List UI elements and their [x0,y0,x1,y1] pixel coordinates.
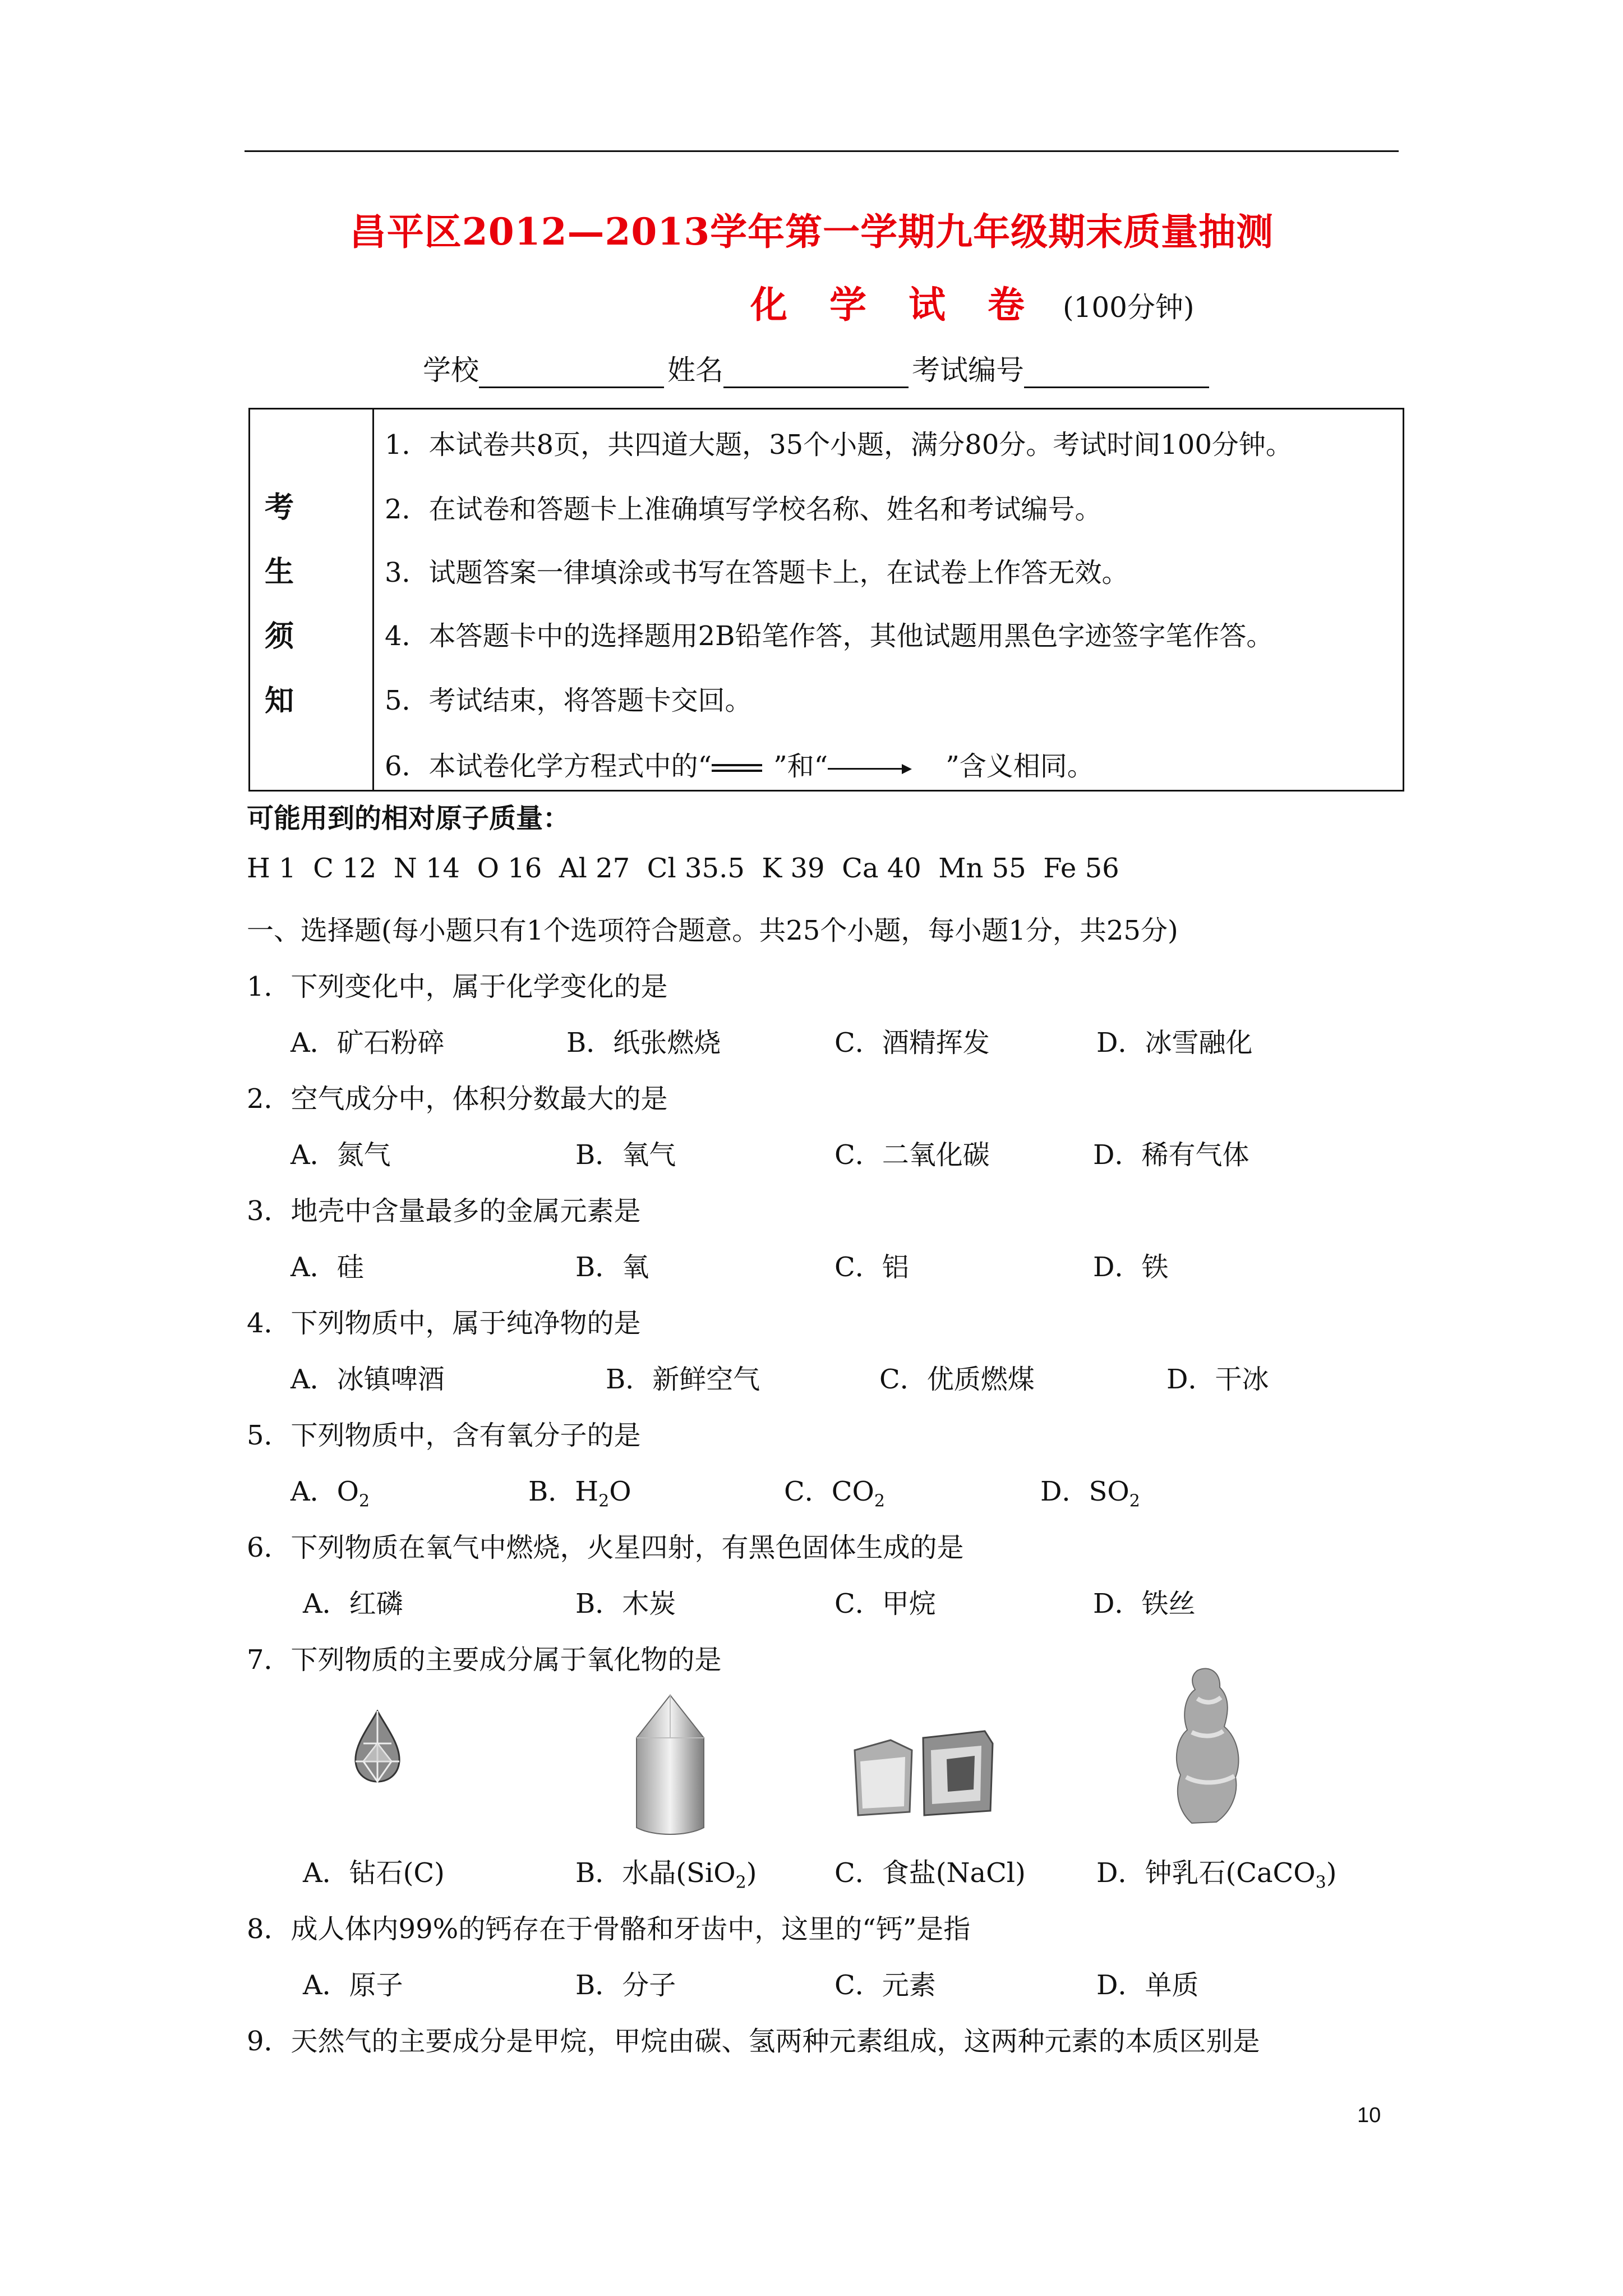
notice-divider [372,408,374,792]
question-text: 1．下列变化中，属于化学变化的是 [247,971,668,1002]
option: C．食盐(NaCl) [834,1857,1026,1889]
option: B．$H_2O$ [528,1476,631,1511]
option: B．新鲜空气 [606,1364,760,1395]
option: B．木炭 [575,1588,676,1619]
option: C．元素 [834,1970,936,2001]
option: A．硅 [291,1251,364,1283]
option: B．水晶(SiO$_2$) [575,1857,757,1893]
option: D．铁丝 [1093,1588,1196,1619]
option: C．二氧化碳 [834,1139,990,1171]
salt-crystal-image [851,1728,997,1823]
notice-side-char: 知 [264,684,294,718]
option: A．钻石(C) [303,1857,445,1889]
notice-item: 4．本答题卡中的选择题用2B铅笔作答，其他试题用黑色字迹签字笔作答。 [385,620,1274,652]
top-rule [245,150,1399,152]
section-heading: 一、选择题(每小题只有1个选项符合题意。共25个小题，每小题1分，共25分) [247,915,1178,946]
stalactite-image [1169,1665,1248,1825]
option: A．氮气 [291,1139,391,1171]
exam-number-blank[interactable] [1024,358,1209,388]
option: A．矿石粉碎 [291,1027,445,1059]
question-text: 3．地壳中含量最多的金属元素是 [247,1195,641,1227]
option: A．原子 [303,1970,403,2001]
option: B．氧气 [575,1139,676,1171]
question-text: 8．成人体内99%的钙存在于骨骼和牙齿中，这里的“钙”是指 [247,1913,971,1945]
question-text: 7．下列物质的主要成分属于氧化物的是 [247,1644,722,1676]
atomic-mass-values: H 1 C 12 N 14 O 16 Al 27 Cl 35.5 K 39 Ca 40 Mn 55 Fe 56 [247,853,1119,884]
option: A．红磷 [303,1588,403,1619]
atomic-mass-heading: 可能用到的相对原子质量： [247,803,570,834]
school-label: 学校 [423,354,479,386]
notice-item: 1．本试卷共8页，共四道大题，35个小题，满分80分。考试时间100分钟。 [385,429,1293,461]
question-text: 9．天然气的主要成分是甲烷，甲烷由碳、氢两种元素组成，这两种元素的本质区别是 [247,2026,1260,2057]
notice-side-char: 考 [264,490,294,524]
option: B．纸张燃烧 [566,1027,721,1059]
option: C．铝 [834,1251,909,1283]
school-blank[interactable] [479,358,664,388]
quartz-crystal-image [631,1693,709,1837]
option: D．$SO_2$ [1040,1476,1140,1511]
page-number: 10 [1357,2104,1381,2127]
option: D．干冰 [1166,1364,1269,1395]
notice-item: 5．考试结束，将答题卡交回。 [385,685,752,716]
notice-item-6: 6．本试卷化学方程式中的“ ”和“ ”含义相同。 [385,751,1094,782]
question-text: 5．下列物质中，含有氧分子的是 [247,1420,641,1451]
name-blank[interactable] [723,358,909,388]
question-text: 6．下列物质在氧气中燃烧，火星四射，有黑色固体生成的是 [247,1532,964,1563]
option: C．优质燃煤 [879,1364,1035,1395]
name-label: 姓名 [667,354,723,386]
option: A．$O_2$ [291,1476,370,1511]
option: B．氧 [575,1251,649,1283]
option: D．冰雪融化 [1096,1027,1253,1059]
notice-side-char: 须 [264,619,294,654]
question-text: 2．空气成分中，体积分数最大的是 [247,1083,668,1115]
notice-box [248,408,1404,792]
option: D．钟乳石(CaCO$_3$) [1096,1857,1337,1893]
option: A．冰镇啤酒 [291,1364,445,1395]
option: C．甲烷 [834,1588,936,1619]
notice-item: 3．试题答案一律填涂或书写在答题卡上，在试卷上作答无效。 [385,557,1129,588]
option: C．$CO_2$ [784,1476,885,1511]
notice-item: 2．在试卷和答题卡上准确填写学校名称、姓名和考试编号。 [385,494,1102,525]
question-text: 4．下列物质中，属于纯净物的是 [247,1308,641,1339]
exam-title: 昌平区2012—2013学年第一学期九年级期末质量抽测 [349,210,1274,254]
notice-side-char: 生 [264,555,294,589]
option: D．单质 [1096,1970,1199,2001]
equals-sign-icon [712,764,762,773]
diamond-image [352,1710,403,1783]
option: D．铁 [1093,1251,1169,1283]
option: D．稀有气体 [1093,1139,1249,1171]
exam-duration: (100分钟) [1063,291,1195,324]
exam-number-label: 考试编号 [912,354,1024,386]
option: C．酒精挥发 [834,1027,990,1059]
exam-subtitle: 化 学 试 卷 [750,283,1039,326]
option: B．分子 [575,1970,676,2001]
arrow-sign-icon [828,764,912,773]
info-fields [423,348,1212,388]
